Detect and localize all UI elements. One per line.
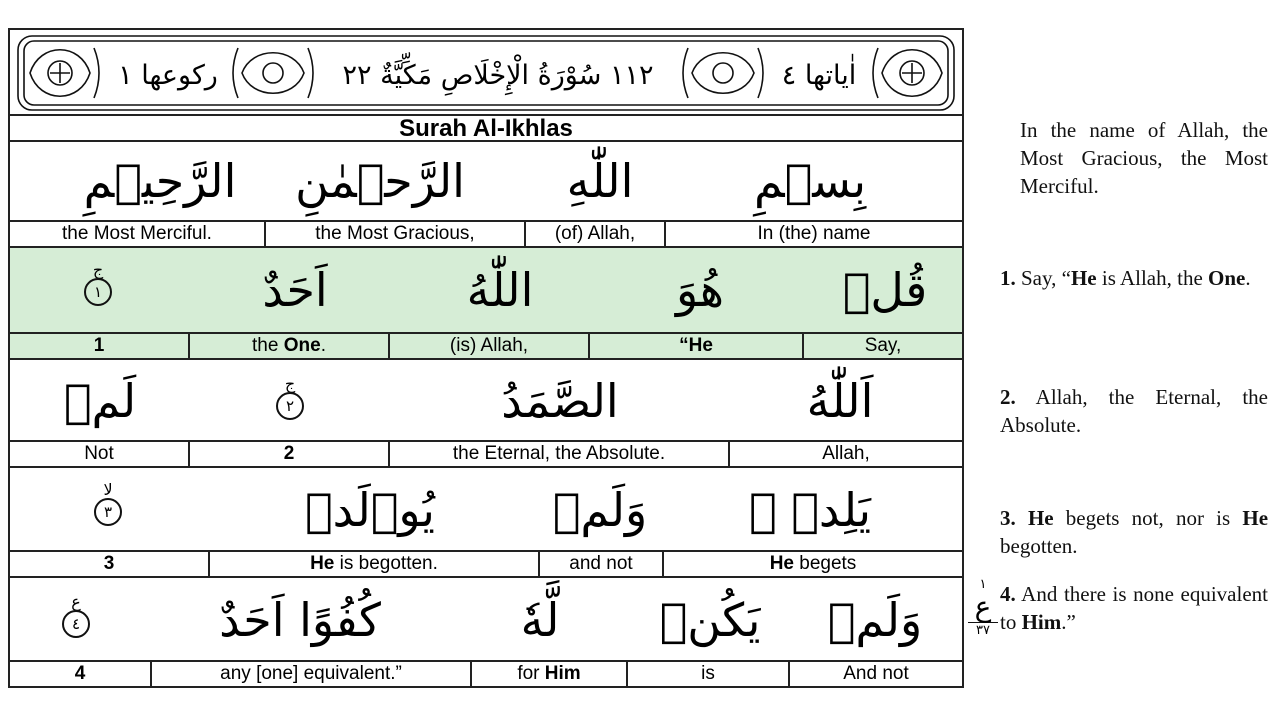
arabic-word: كُفُوًا اَحَدٌ	[219, 593, 381, 647]
ayah-number-cell: 1	[93, 335, 105, 356]
surah-name-arabic: ١١٢ سُوْرَةُ الْإِخْلَاصِ مَكِّيَّةٌ ٢٢	[342, 60, 654, 91]
word-translation: “He	[588, 334, 802, 358]
ayah-1-arabic-row	[10, 248, 962, 332]
translation-verse-4: 4. And there is none equivalent to Him.”	[1000, 582, 1268, 634]
word-translation: Say,	[802, 334, 962, 358]
ayah-3-arabic-row	[10, 468, 962, 552]
translation-verse-3: 3. He begets not, nor is He begotten.	[1000, 506, 1269, 558]
word-translation: the Most Merciful.	[62, 223, 212, 244]
word-translation: is	[626, 662, 788, 686]
ayah-number-marker	[94, 482, 122, 526]
arabic-word: الرَّحۡمٰنِ	[295, 154, 465, 208]
arabic-word: اَللّٰهُ	[806, 374, 874, 428]
translation-verse-1: 1. Say, “He is Allah, the One.	[1000, 266, 1251, 290]
word-translation: the One.	[188, 334, 388, 358]
word-translation: He begets	[662, 552, 962, 576]
waqf-symbol: ج	[284, 374, 296, 393]
word-translation: the Eternal, the Absolute.	[388, 442, 728, 466]
basmala-arabic-row	[10, 142, 962, 220]
word-translation: and not	[538, 552, 662, 576]
ayah-number-cell: 4	[74, 663, 86, 684]
arabic-word: اَحَدٌ	[262, 263, 328, 317]
word-translation: Not	[84, 443, 114, 464]
arabic-word: يُوۡلَدۡ	[305, 483, 435, 537]
ruku-marker-symbol: ع	[974, 590, 992, 623]
surah-header-banner	[10, 30, 962, 116]
arabic-word: الصَّمَدُ	[501, 374, 619, 428]
ayah-number-marker	[276, 376, 304, 420]
word-translation: And not	[788, 662, 962, 686]
ayah-number-marker	[62, 594, 90, 638]
arabic-word: الرَّحِيۡمِ	[83, 154, 237, 208]
arabic-word: اللّٰهِ	[566, 154, 634, 208]
waqf-symbol: لا	[103, 480, 113, 499]
ayah-4-english-row	[10, 660, 962, 688]
ayah-number-circle: ٢	[276, 392, 304, 420]
arabic-word: يَكُنۡ	[659, 593, 761, 647]
word-translation: (of) Allah,	[524, 222, 664, 246]
ayah-3-english-row	[10, 550, 962, 578]
ayah-number-circle: ٣	[94, 498, 122, 526]
translation-verse-2: 2. Allah, the Eternal, the Absolute.	[1000, 385, 1268, 437]
word-translation: for Him	[470, 662, 626, 686]
word-translation: any [one] equivalent.”	[150, 662, 470, 686]
ruku-marker	[968, 578, 998, 656]
arabic-word: قُلۡ	[842, 263, 928, 317]
translation-panel	[1000, 0, 1270, 720]
ayah-1-english-row	[10, 332, 962, 360]
arabic-word: هُوَ	[675, 263, 725, 317]
ayah-2-arabic-row	[10, 360, 962, 442]
waqf-symbol: ع	[71, 592, 81, 611]
ayah-number-cell: 2	[188, 442, 388, 466]
ruku-marker-top: ١	[979, 577, 987, 592]
ayat-count-label: اٰياتها ٤	[781, 60, 857, 91]
surah-title: Surah Al-Ikhlas	[10, 116, 962, 142]
word-translation: He is begotten.	[208, 552, 538, 576]
arabic-word: لَمۡ	[63, 374, 137, 428]
basmala-english-row	[10, 220, 962, 248]
waqf-symbol: ج	[92, 260, 104, 279]
word-by-word-table	[8, 28, 964, 688]
arabic-word: لَّهٗ	[520, 593, 560, 647]
ayah-number-cell: 3	[103, 553, 115, 574]
word-translation: Allah,	[728, 442, 962, 466]
ruku-count-label: ركوعها ١	[118, 60, 218, 91]
ayah-4-arabic-row	[10, 578, 962, 662]
word-translation: the Most Gracious,	[264, 222, 524, 246]
word-translation: (is) Allah,	[388, 334, 588, 358]
arabic-word: وَلَمۡ	[827, 593, 923, 647]
arabic-word: اللّٰهُ	[466, 263, 534, 317]
ayah-number-circle: ٤	[62, 610, 90, 638]
arabic-word: بِسۡمِ	[753, 154, 867, 208]
ayah-number-marker	[84, 262, 112, 306]
ruku-marker-bottom: ٣٧	[968, 622, 998, 639]
ayah-2-english-row	[10, 440, 962, 468]
ayah-number-circle: ١	[84, 278, 112, 306]
arabic-word: وَلَمۡ	[552, 483, 648, 537]
translation-basmala: In the name of Allah, the Most Gracious, the Most Merciful.	[1020, 118, 1268, 198]
arabic-word: يَلِدۡ ۙ	[749, 483, 872, 537]
word-translation: In (the) name	[664, 222, 962, 246]
